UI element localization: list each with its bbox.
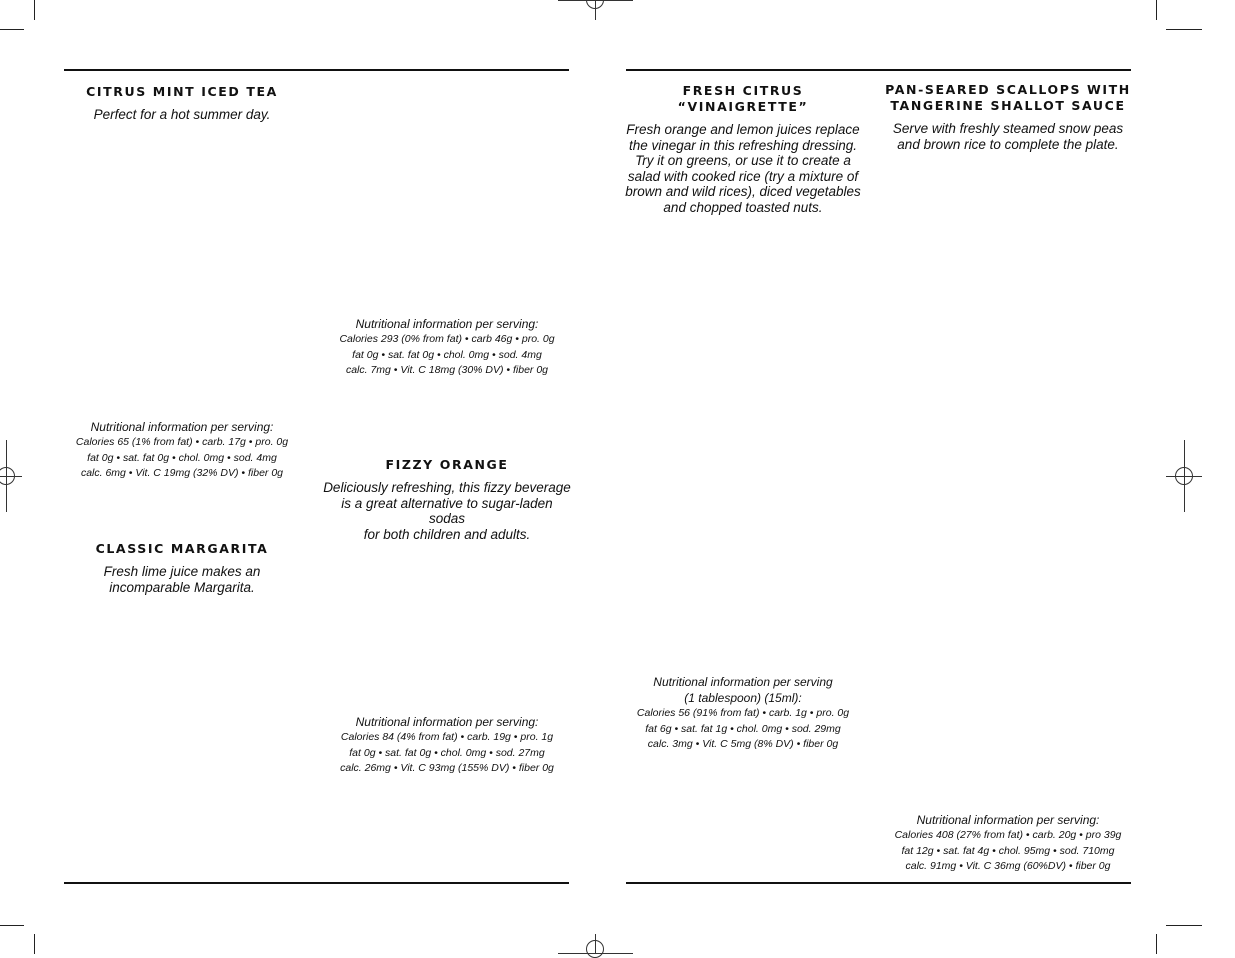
registration-mark [595,0,596,20]
nutrition-line: calc. 26mg • Vit. C 93mg (155% DV) • fiber 0g [340,762,554,775]
crop-mark [1166,29,1202,30]
crop-mark [34,934,35,954]
recipe-description [883,121,1133,152]
nutrition-line: fat 12g • sat. fat 4g • chol. 95mg • sod. 710mg [901,844,1115,857]
nutrition-line: fat 0g • sat. fat 0g • chol. 0mg • sod. 27mg [349,746,545,759]
description-line: salad with cooked rice (try a mixture of [627,168,859,184]
recipe-title-line: PAN-SEARED SCALLOPS WITH [885,82,1131,97]
nutrition-info-vinaigrette [623,674,863,753]
nutrition-info-citrus-mint [62,419,302,482]
recipe-title: FRESH CITRUS “VINAIGRETTE” [677,83,809,114]
nutrition-line: calc. 91mg • Vit. C 36mg (60%DV) • fiber 0g [905,860,1111,873]
description-line: Serve with freshly steamed snow peas [892,121,1124,136]
description-line: the vinegar in this refreshing dressing. [628,137,858,153]
description-line: and chopped toasted nuts. [663,199,823,215]
registration-mark [595,934,596,954]
nutrition-heading: Nutritional information per serving: [90,420,274,434]
nutrition-line: calc. 6mg • Vit. C 19mg (32% DV) • fiber 0g [80,467,284,480]
recipe-description [62,564,302,595]
description-line: and brown rice to complete the plate. [897,136,1119,152]
nutrition-line: Calories 56 (91% from fat) • carb. 1g • pro. 0g [636,707,850,719]
nutrition-line: calc. 3mg • Vit. C 5mg (8% DV) • fiber 0g [647,738,839,751]
nutrition-line: fat 6g • sat. fat 1g • chol. 0mg • sod. 29mg [645,722,841,735]
top-rule-right [626,69,1131,71]
nutrition-info-scallops [883,812,1133,875]
recipe-fresh-citrus-vinaigrette [618,83,868,216]
nutrition-heading-serving-size: (1 tablespoon) (15ml): [684,691,802,705]
crop-mark [1166,925,1202,926]
description-line: Try it on greens, or use it to create a [635,153,851,169]
description-line: for both children and adults. [363,526,531,542]
description-line: Perfect for a hot summer day. [93,107,271,122]
registration-mark [0,476,22,477]
description-line: Deliciously refreshing, this fizzy beverage [323,480,571,495]
nutrition-line: calc. 7mg • Vit. C 18mg (30% DV) • fiber 0g [345,364,549,377]
crop-mark [1156,0,1157,20]
nutrition-heading: Nutritional information per serving: [355,317,539,331]
description-line: incomparable Margarita. [109,579,255,595]
crop-mark [34,0,35,20]
recipe-title-line: TANGERINE SHALLOT SAUCE [890,98,1126,113]
recipe-pan-seared-scallops [883,82,1133,152]
recipe-title: CITRUS MINT ICED TEA [86,84,278,99]
recipe-title: FIZZY ORANGE [385,457,509,472]
crop-mark [1156,934,1157,954]
nutrition-line: Calories 293 (0% from fat) • carb 46g • pro. 0g [339,333,555,345]
description-line: Fresh lime juice makes an [103,564,261,579]
nutrition-info-margarita [327,316,567,379]
nutrition-line: Calories 408 (27% from fat) • carb. 20g • pro 39g [894,829,1122,841]
recipe-description [62,107,302,123]
recipe-citrus-mint-iced-tea [62,84,302,123]
crop-mark [0,925,24,926]
crop-mark [0,29,24,30]
description-line: Fresh orange and lemon juices replace [626,122,860,137]
nutrition-heading: Nutritional information per serving [653,675,833,689]
nutrition-info-fizzy-orange [327,714,567,777]
nutrition-line: Calories 65 (1% from fat) • carb. 17g • pro. 0g [75,436,289,448]
registration-mark [1166,476,1202,477]
recipe-title: CLASSIC MARGARITA [95,541,269,556]
nutrition-heading: Nutritional information per serving: [355,715,539,729]
bottom-rule-left [64,882,569,884]
description-line: brown and wild rices), diced vegetables [625,184,861,200]
nutrition-line: fat 0g • sat. fat 0g • chol. 0mg • sod. 4mg [87,451,277,464]
description-line: is a great alternative to sugar-laden sodas [341,495,553,527]
nutrition-line: Calories 84 (4% from fat) • carb. 19g • pro. 1g [340,731,554,743]
nutrition-heading: Nutritional information per serving: [916,813,1100,827]
nutrition-line: fat 0g • sat. fat 0g • chol. 0mg • sod. 4mg [352,348,542,361]
recipe-description [322,480,572,542]
recipe-classic-margarita [62,541,302,595]
recipe-description [618,122,868,216]
top-rule-left [64,69,569,71]
recipe-fizzy-orange [322,457,572,542]
bottom-rule-right [626,882,1131,884]
